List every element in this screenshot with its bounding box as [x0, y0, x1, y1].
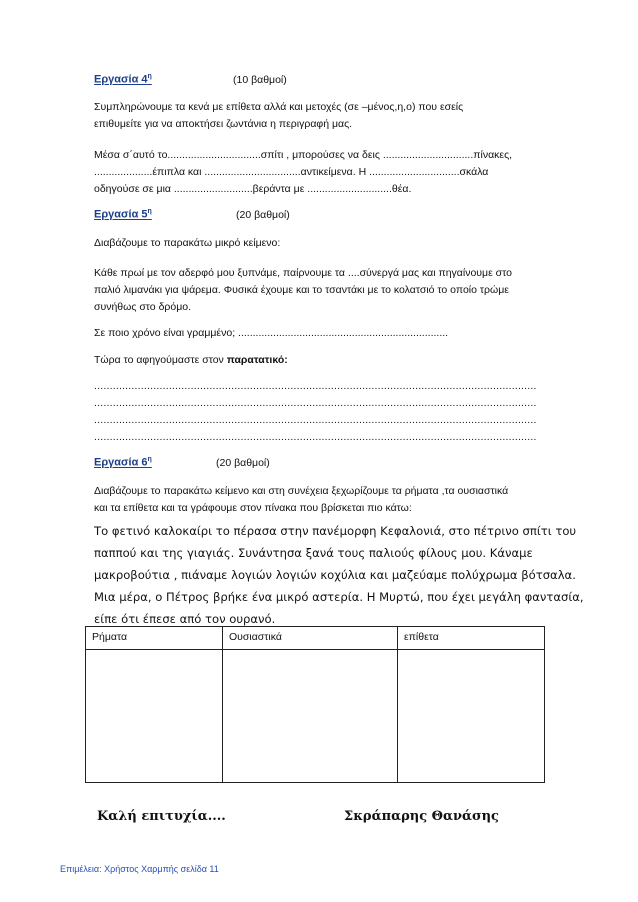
task5-question: Σε ποιο χρόνο είναι γραμμένο; ........................................................................: [94, 327, 449, 339]
header-adjectives: επίθετα: [398, 627, 545, 650]
task4-fill-line2: ....................έπιπλα και .................................αντικείμενα. Η ...............................σκάλα: [94, 166, 489, 178]
task5-text-line2: παλιό λιμανάκι για ψάρεμα. Φυσικά έχουμε και το τσαντάκι με το κολατσιό το οποίο τρώμε: [94, 284, 509, 296]
task6-passage-line5: είπε ότι έπεσε από τον ουρανό.: [94, 612, 276, 626]
task4-instruction-line1: Συμπληρώνουμε τα κενά με επίθετα αλλά και μετοχές (σε –μένος,η,ο) που εσείς: [94, 101, 464, 113]
header-nouns: Ουσιαστικά: [223, 627, 398, 650]
answer-line-1[interactable]: ..............................................................................................................................................: [94, 380, 537, 392]
task4-fill-line1: Μέσα σ΄αυτό το................................σπίτι , μπορούσες να δεις ...............................πίνακες,: [94, 149, 513, 161]
task5-retell-prefix: Τώρα το αφηγούμαστε στον: [94, 354, 227, 366]
word-sort-table: [85, 626, 545, 783]
task4-instruction-line2: επιθυμείτε για να αποκτήσει ζωντάνια η περιγραφή μας.: [94, 118, 353, 130]
answer-line-4[interactable]: ..............................................................................................................................................: [94, 431, 537, 443]
task5-intro: Διαβάζουμε το παρακάτω μικρό κείμενο:: [94, 237, 281, 249]
task6-passage-line1: Το φετινό καλοκαίρι το πέρασα στην πανέμορφη Κεφαλονιά, στο πέτρινο σπίτι του: [94, 524, 577, 538]
task6-title: Εργασία 6: [94, 456, 148, 469]
task5-text-line1: Κάθε πρωί με τον αδερφό μου ξυπνάμε, παίρνουμε τα ....σύνεργά μας και πηγαίνουμε στο: [94, 267, 513, 279]
task6-passage-line4: Μια μέρα, ο Πέτρος βρήκε ένα μικρό αστερία. Η Μυρτώ, που έχει μεγάλη φαντασία,: [94, 590, 584, 604]
verbs-answer-cell[interactable]: [86, 650, 223, 783]
task4-heading: [94, 73, 176, 86]
task6-instruction-line1: Διαβάζουμε το παρακάτω κείμενο και στη συνέχεια ξεχωρίζουμε τα ρήματα ,τα ουσιαστικά: [94, 485, 509, 497]
header-verbs: Ρήματα: [86, 627, 223, 650]
table-answer-row: [86, 650, 545, 783]
nouns-answer-cell[interactable]: [223, 650, 398, 783]
answer-line-2[interactable]: ..............................................................................................................................................: [94, 397, 537, 409]
task4-fill-line3: οδηγούσε σε μια ...........................βεράντα με .............................θέα.: [94, 183, 412, 195]
task6-heading: [94, 456, 174, 469]
task5-points: (20 βαθμοί): [236, 209, 290, 221]
author-name: Σκράπαρης Θανάσης: [344, 809, 499, 824]
task5-heading: [94, 208, 180, 221]
task5-retell: [94, 352, 288, 369]
task4-points: (10 βαθμοί): [233, 74, 287, 86]
task5-title-sup: η: [147, 208, 152, 215]
table-header-row: [86, 627, 545, 650]
answer-line-3[interactable]: ..............................................................................................................................................: [94, 414, 537, 426]
task5-retell-bold: παρατατικό:: [226, 354, 288, 366]
page-footer-credit: Επιμέλεια: Χρήστος Χαρμπής σελίδα 11: [60, 864, 219, 874]
task6-passage-line2: παππού και της γιαγιάς. Συνάντησα ξανά τους παλιούς φίλους μου. Κάναμε: [94, 546, 533, 560]
task6-title-sup: η: [147, 456, 152, 463]
task6-passage-line3: μακροβούτια , πιάναμε λογιών λογιών κοχύλια και μαζεύαμε πολύχρωμα βότσαλα.: [94, 568, 576, 582]
task4-title: Εργασία 4: [94, 73, 148, 86]
adjectives-answer-cell[interactable]: [398, 650, 545, 783]
good-luck-wish: Καλή επιτυχία....: [97, 809, 226, 824]
task5-title: Εργασία 5: [94, 208, 148, 221]
task4-title-sup: η: [147, 73, 152, 80]
task6-instruction-line2: και τα επίθετα και τα γράφουμε στον πίνακα που βρίσκεται πιο κάτω:: [94, 502, 412, 514]
task5-text-line3: συνήθως στο δρόμο.: [94, 301, 192, 313]
task6-points: (20 βαθμοί): [216, 457, 270, 469]
